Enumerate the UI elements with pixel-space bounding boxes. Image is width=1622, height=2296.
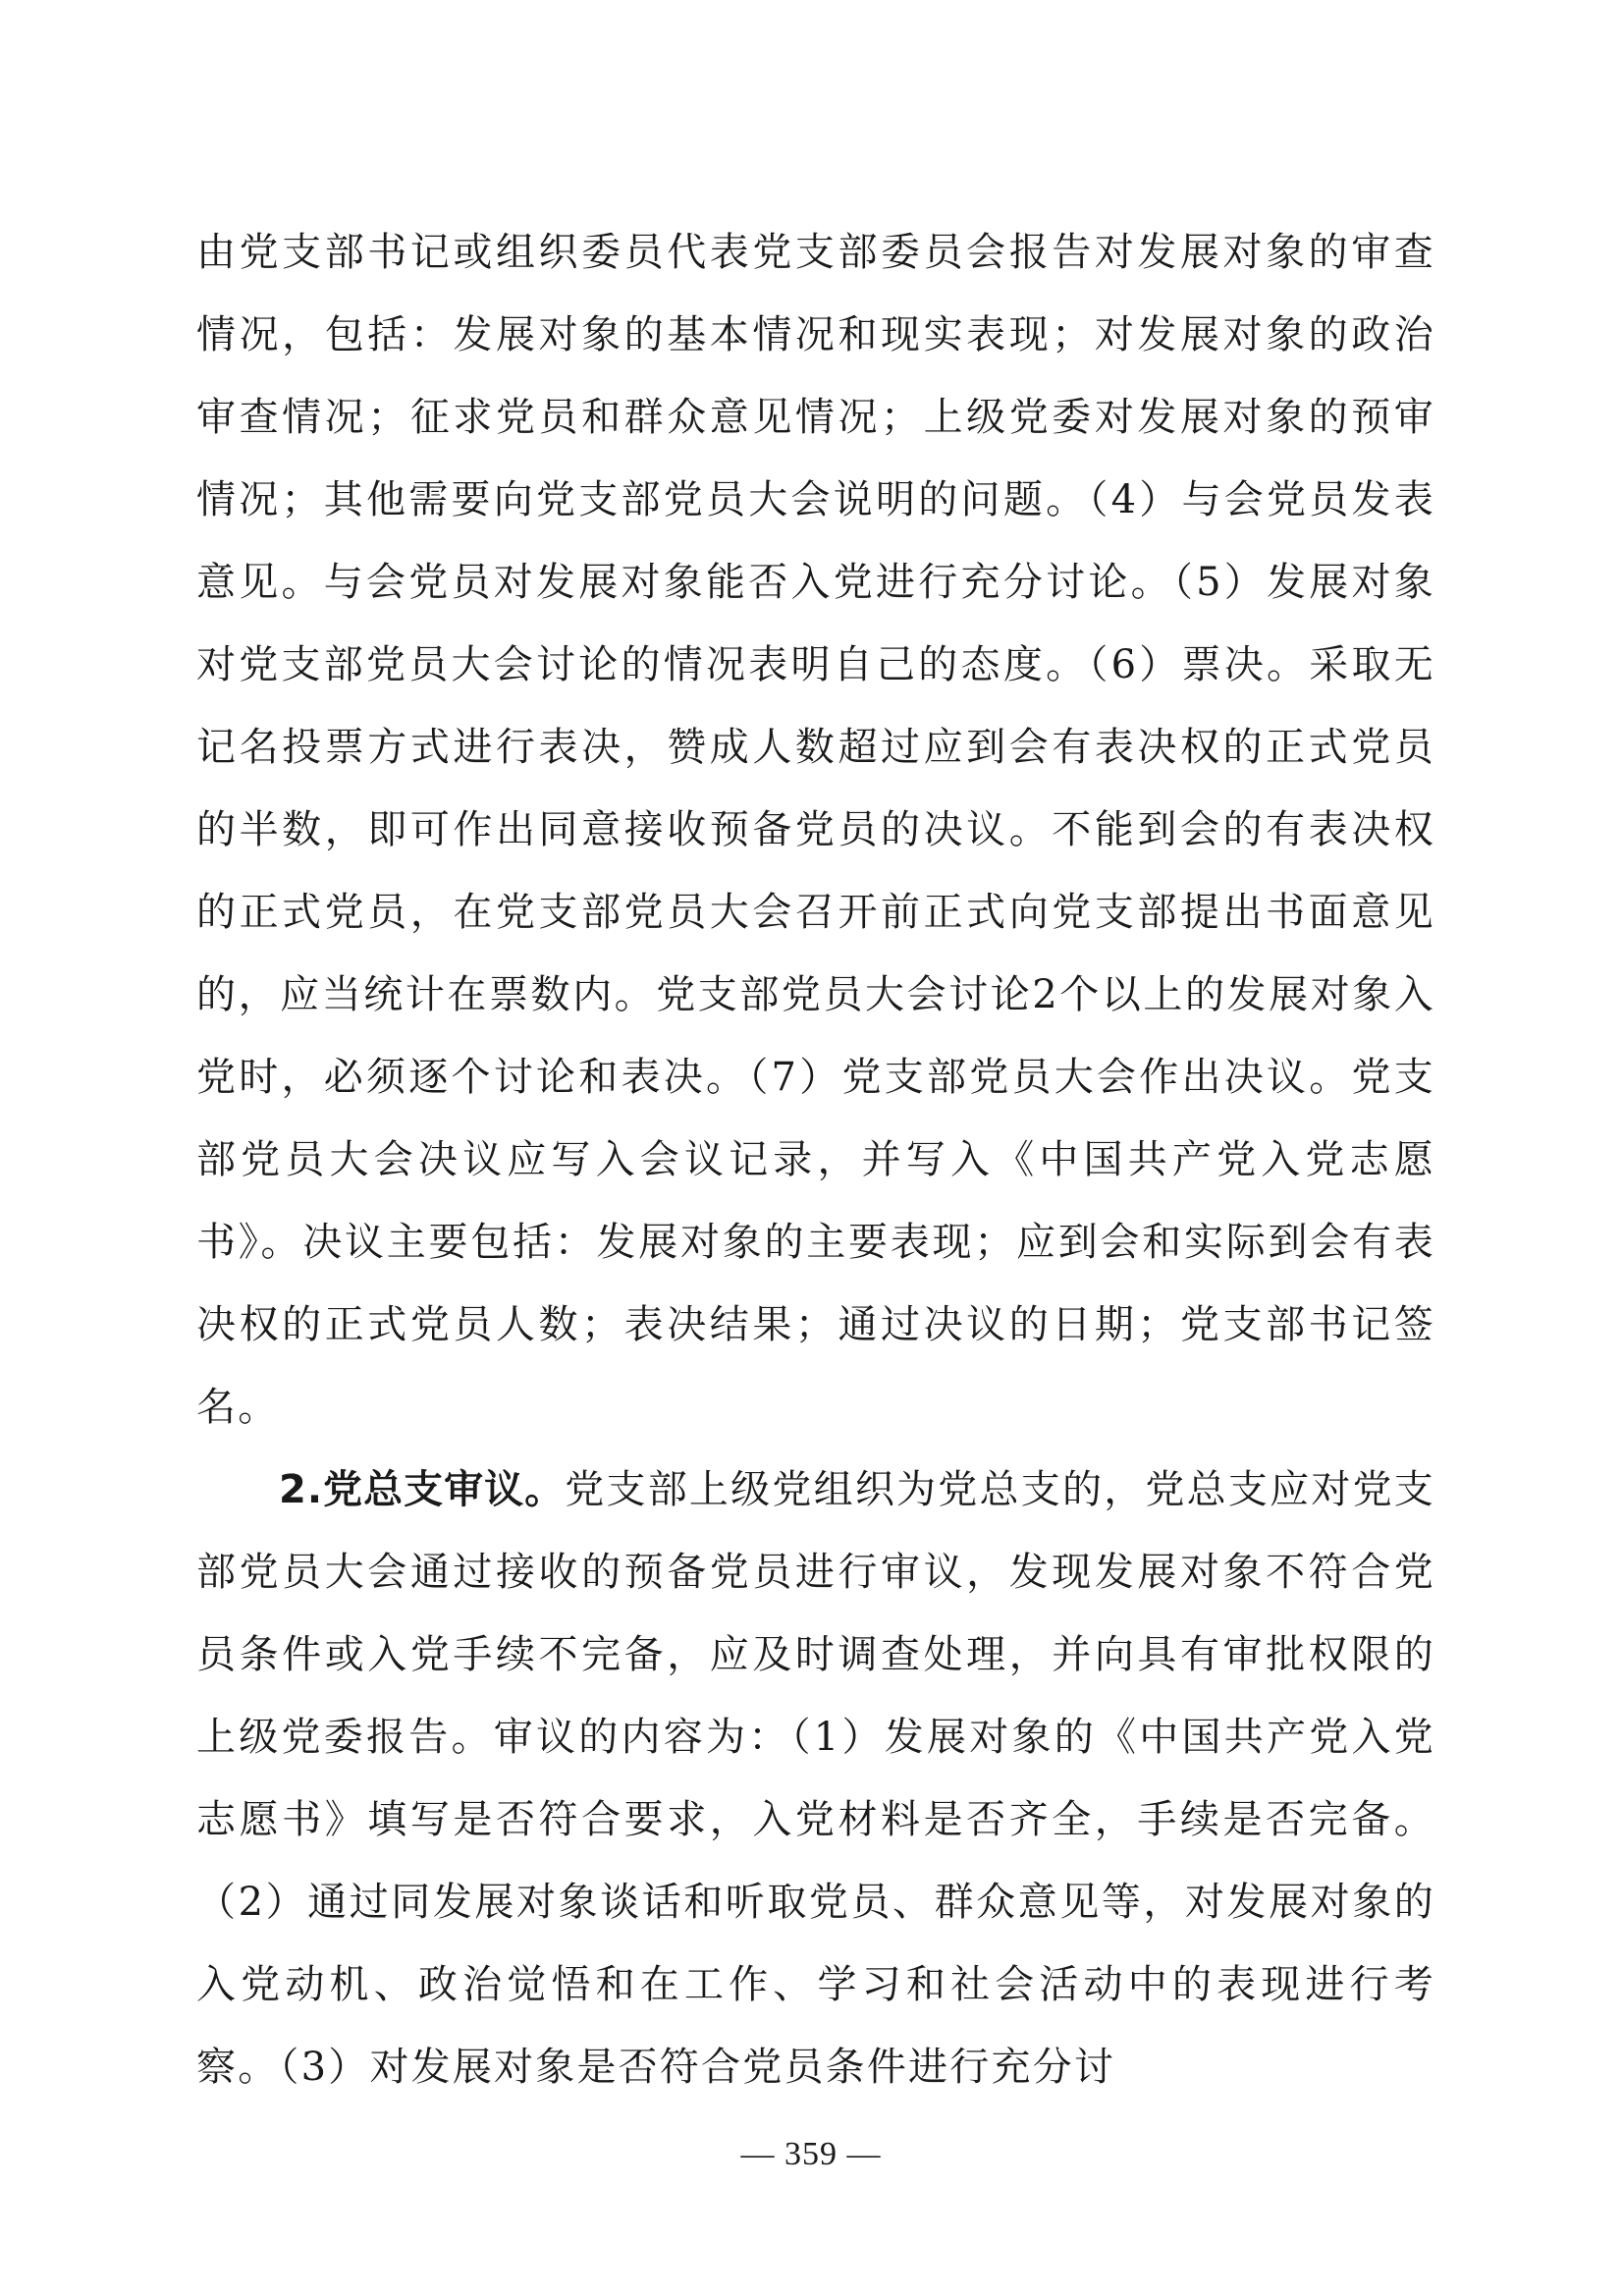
- section-body: 党支部上级党组织为党总支的，党总支应对党支部党员大会通过接收的预备党员进行审议，发现发展对象不符合党员条件或入党手续不完备，应及时调查处理，并向具有审批权限的上级党委报告。审议的内容为：（1）发展对象的《中国共产党入党志愿书》填写是否符合要求，入党材料是否齐全，手续是否完备。（2）通过同发展对象谈话和听取党员、群众意见等，对发展对象的入党动机、政治觉悟和在工作、学习和社会活动中的表现进行考察。（3）对发展对象是否符合党员条件进行充分讨: [196, 1467, 1436, 2090]
- body-text: [196, 211, 1435, 2108]
- page-number: — 359 —: [740, 2136, 882, 2172]
- paragraph-section-2: [196, 1449, 1435, 2108]
- paragraph-continued: 由党支部书记或组织委员代表党支部委员会报告对发展对象的审查情况，包括：发展对象的基本情况和现实表现；对发展对象的政治审查情况；征求党员和群众意见情况；上级党委对发展对象的预审情况；其他需要向党支部党员大会说明的问题。（4）与会党员发表意见。与会党员对发展对象能否入党进行充分讨论。（5）发展对象对党支部党员大会讨论的情况表明自己的态度。（6）票决。采取无记名投票方式进行表决，赞成人数超过应到会有表决权的正式党员的半数，即可作出同意接收预备党员的决议。不能到会的有表决权的正式党员，在党支部党员大会召开前正式向党支部提出书面意见的，应当统计在票数内。党支部党员大会讨论2个以上的发展对象入党时，必须逐个讨论和表决。（7）党支部党员大会作出决议。党支部党员大会决议应写入会议记录，并写入《中国共产党入党志愿书》。决议主要包括：发展对象的主要表现；应到会和实际到会有表决权的正式党员人数；表决结果；通过决议的日期；党支部书记签名。: [196, 230, 1435, 1430]
- section-heading: 2.党总支审议。: [279, 1467, 566, 1512]
